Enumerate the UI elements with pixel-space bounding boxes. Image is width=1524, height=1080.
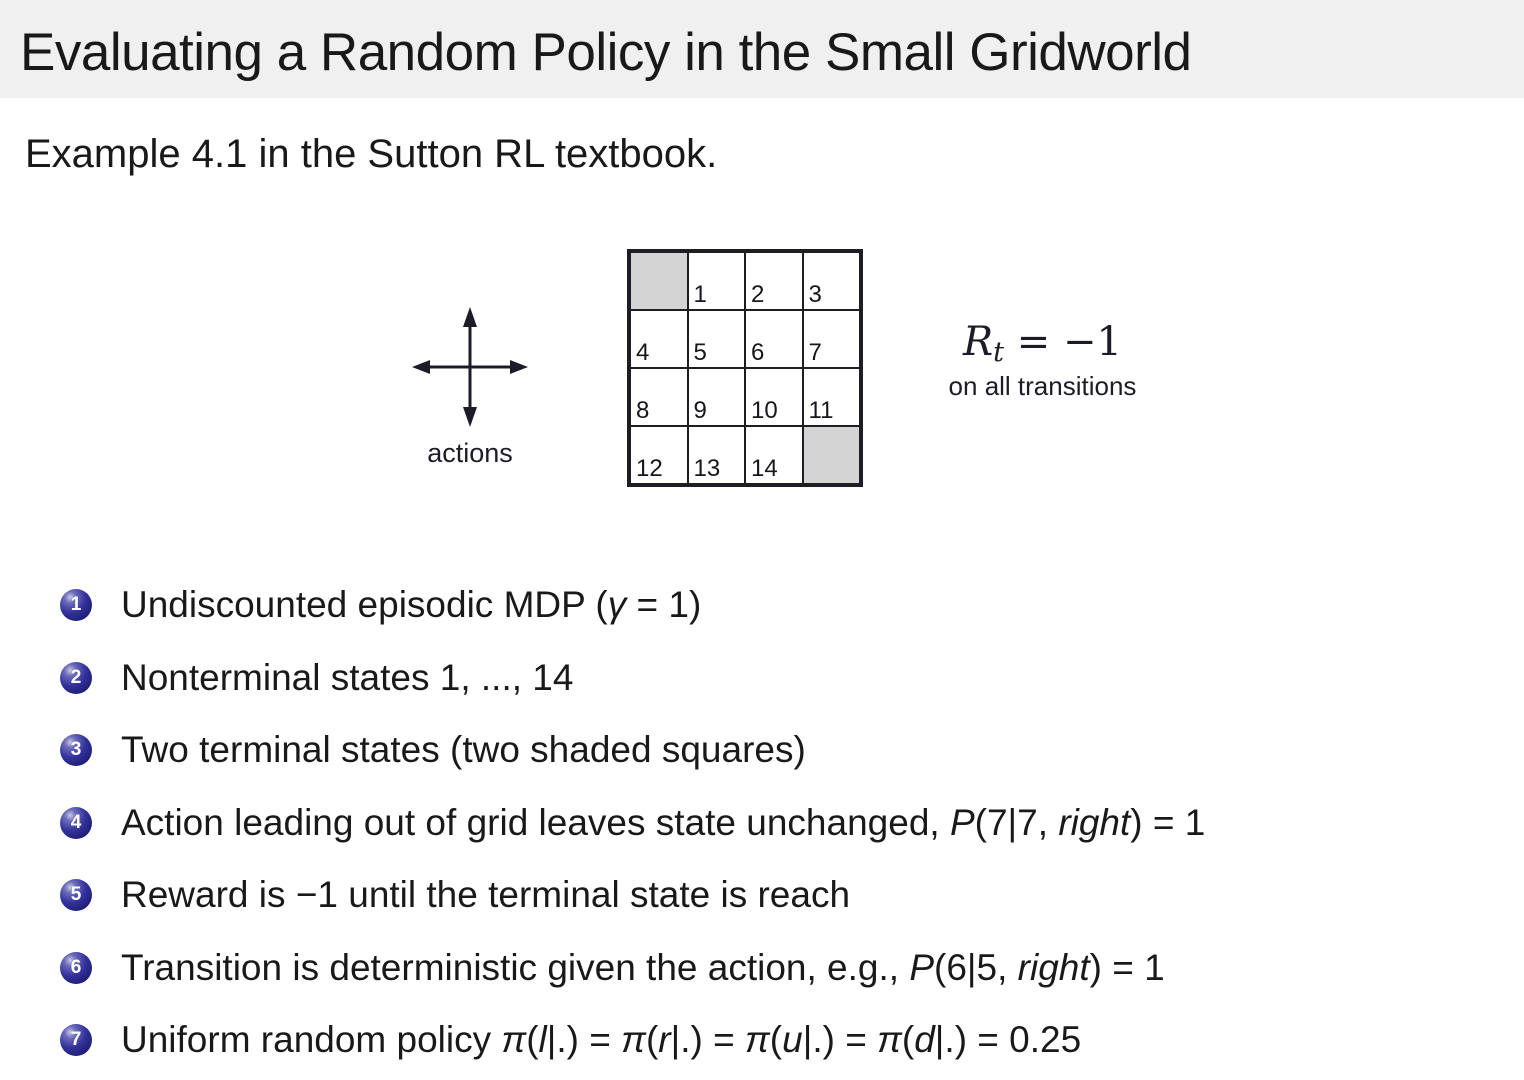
grid-cell: 3 <box>803 252 861 310</box>
grid-cell: 9 <box>688 368 746 426</box>
grid-cell: 2 <box>745 252 803 310</box>
grid-cell: 7 <box>803 310 861 368</box>
reward-caption: on all transitions <box>948 370 1137 401</box>
list-item <box>0 714 1524 787</box>
list-item-text: Undiscounted episodic MDP (γ = 1) <box>121 584 702 626</box>
ball-bullet-icon: 4 <box>60 807 92 839</box>
page-title: Evaluating a Random Policy in the Small Gridworld <box>20 22 1192 82</box>
title-band <box>0 0 1524 98</box>
ball-bullet-icon: 1 <box>60 589 92 621</box>
list-item-text: Action leading out of grid leaves state unchanged, P(7|7, right) = 1 <box>121 801 1206 843</box>
list-item <box>0 932 1524 1005</box>
list-item <box>0 1004 1524 1077</box>
list-item-text: Nonterminal states 1, ..., 14 <box>121 656 574 698</box>
list-item <box>0 859 1524 932</box>
grid-cell: 1 <box>688 252 746 310</box>
reward-annotation <box>900 320 1185 402</box>
subtitle: Example 4.1 in the Sutton RL textbook. <box>25 132 718 176</box>
list-item-text: Reward is −1 until the terminal state is reach <box>121 874 851 916</box>
ball-bullet-icon: 6 <box>60 952 92 984</box>
list-item-text: Uniform random policy π(l|.) = π(r|.) = π(u|.) = π(d|.) = 0.25 <box>121 1019 1082 1061</box>
reward-formula: Rt = −1 <box>963 319 1122 368</box>
actions-label: actions <box>427 438 513 468</box>
actions-cross-icon <box>411 306 529 428</box>
grid-cell: 6 <box>745 310 803 368</box>
grid-cell: 5 <box>688 310 746 368</box>
list-item <box>0 642 1524 715</box>
list-item-text: Transition is deterministic given the action, e.g., P(6|5, right) = 1 <box>121 946 1165 988</box>
grid-cell: 14 <box>745 426 803 484</box>
gridworld-grid <box>627 249 863 487</box>
ball-bullet-icon: 5 <box>60 879 92 911</box>
ball-bullet-icon: 2 <box>60 662 92 694</box>
grid-cell: 10 <box>745 368 803 426</box>
grid-cell-terminal <box>803 426 861 484</box>
grid-cell-terminal <box>630 252 688 310</box>
list-item-text: Two terminal states (two shaded squares) <box>121 729 806 771</box>
grid-cell: 8 <box>630 368 688 426</box>
ball-bullet-icon: 7 <box>60 1024 92 1056</box>
grid-cell: 13 <box>688 426 746 484</box>
bullet-list <box>0 569 1524 1077</box>
grid-cell: 11 <box>803 368 861 426</box>
list-item <box>0 569 1524 642</box>
grid-cell: 4 <box>630 310 688 368</box>
grid-cell: 12 <box>630 426 688 484</box>
ball-bullet-icon: 3 <box>60 734 92 766</box>
list-item <box>0 787 1524 860</box>
